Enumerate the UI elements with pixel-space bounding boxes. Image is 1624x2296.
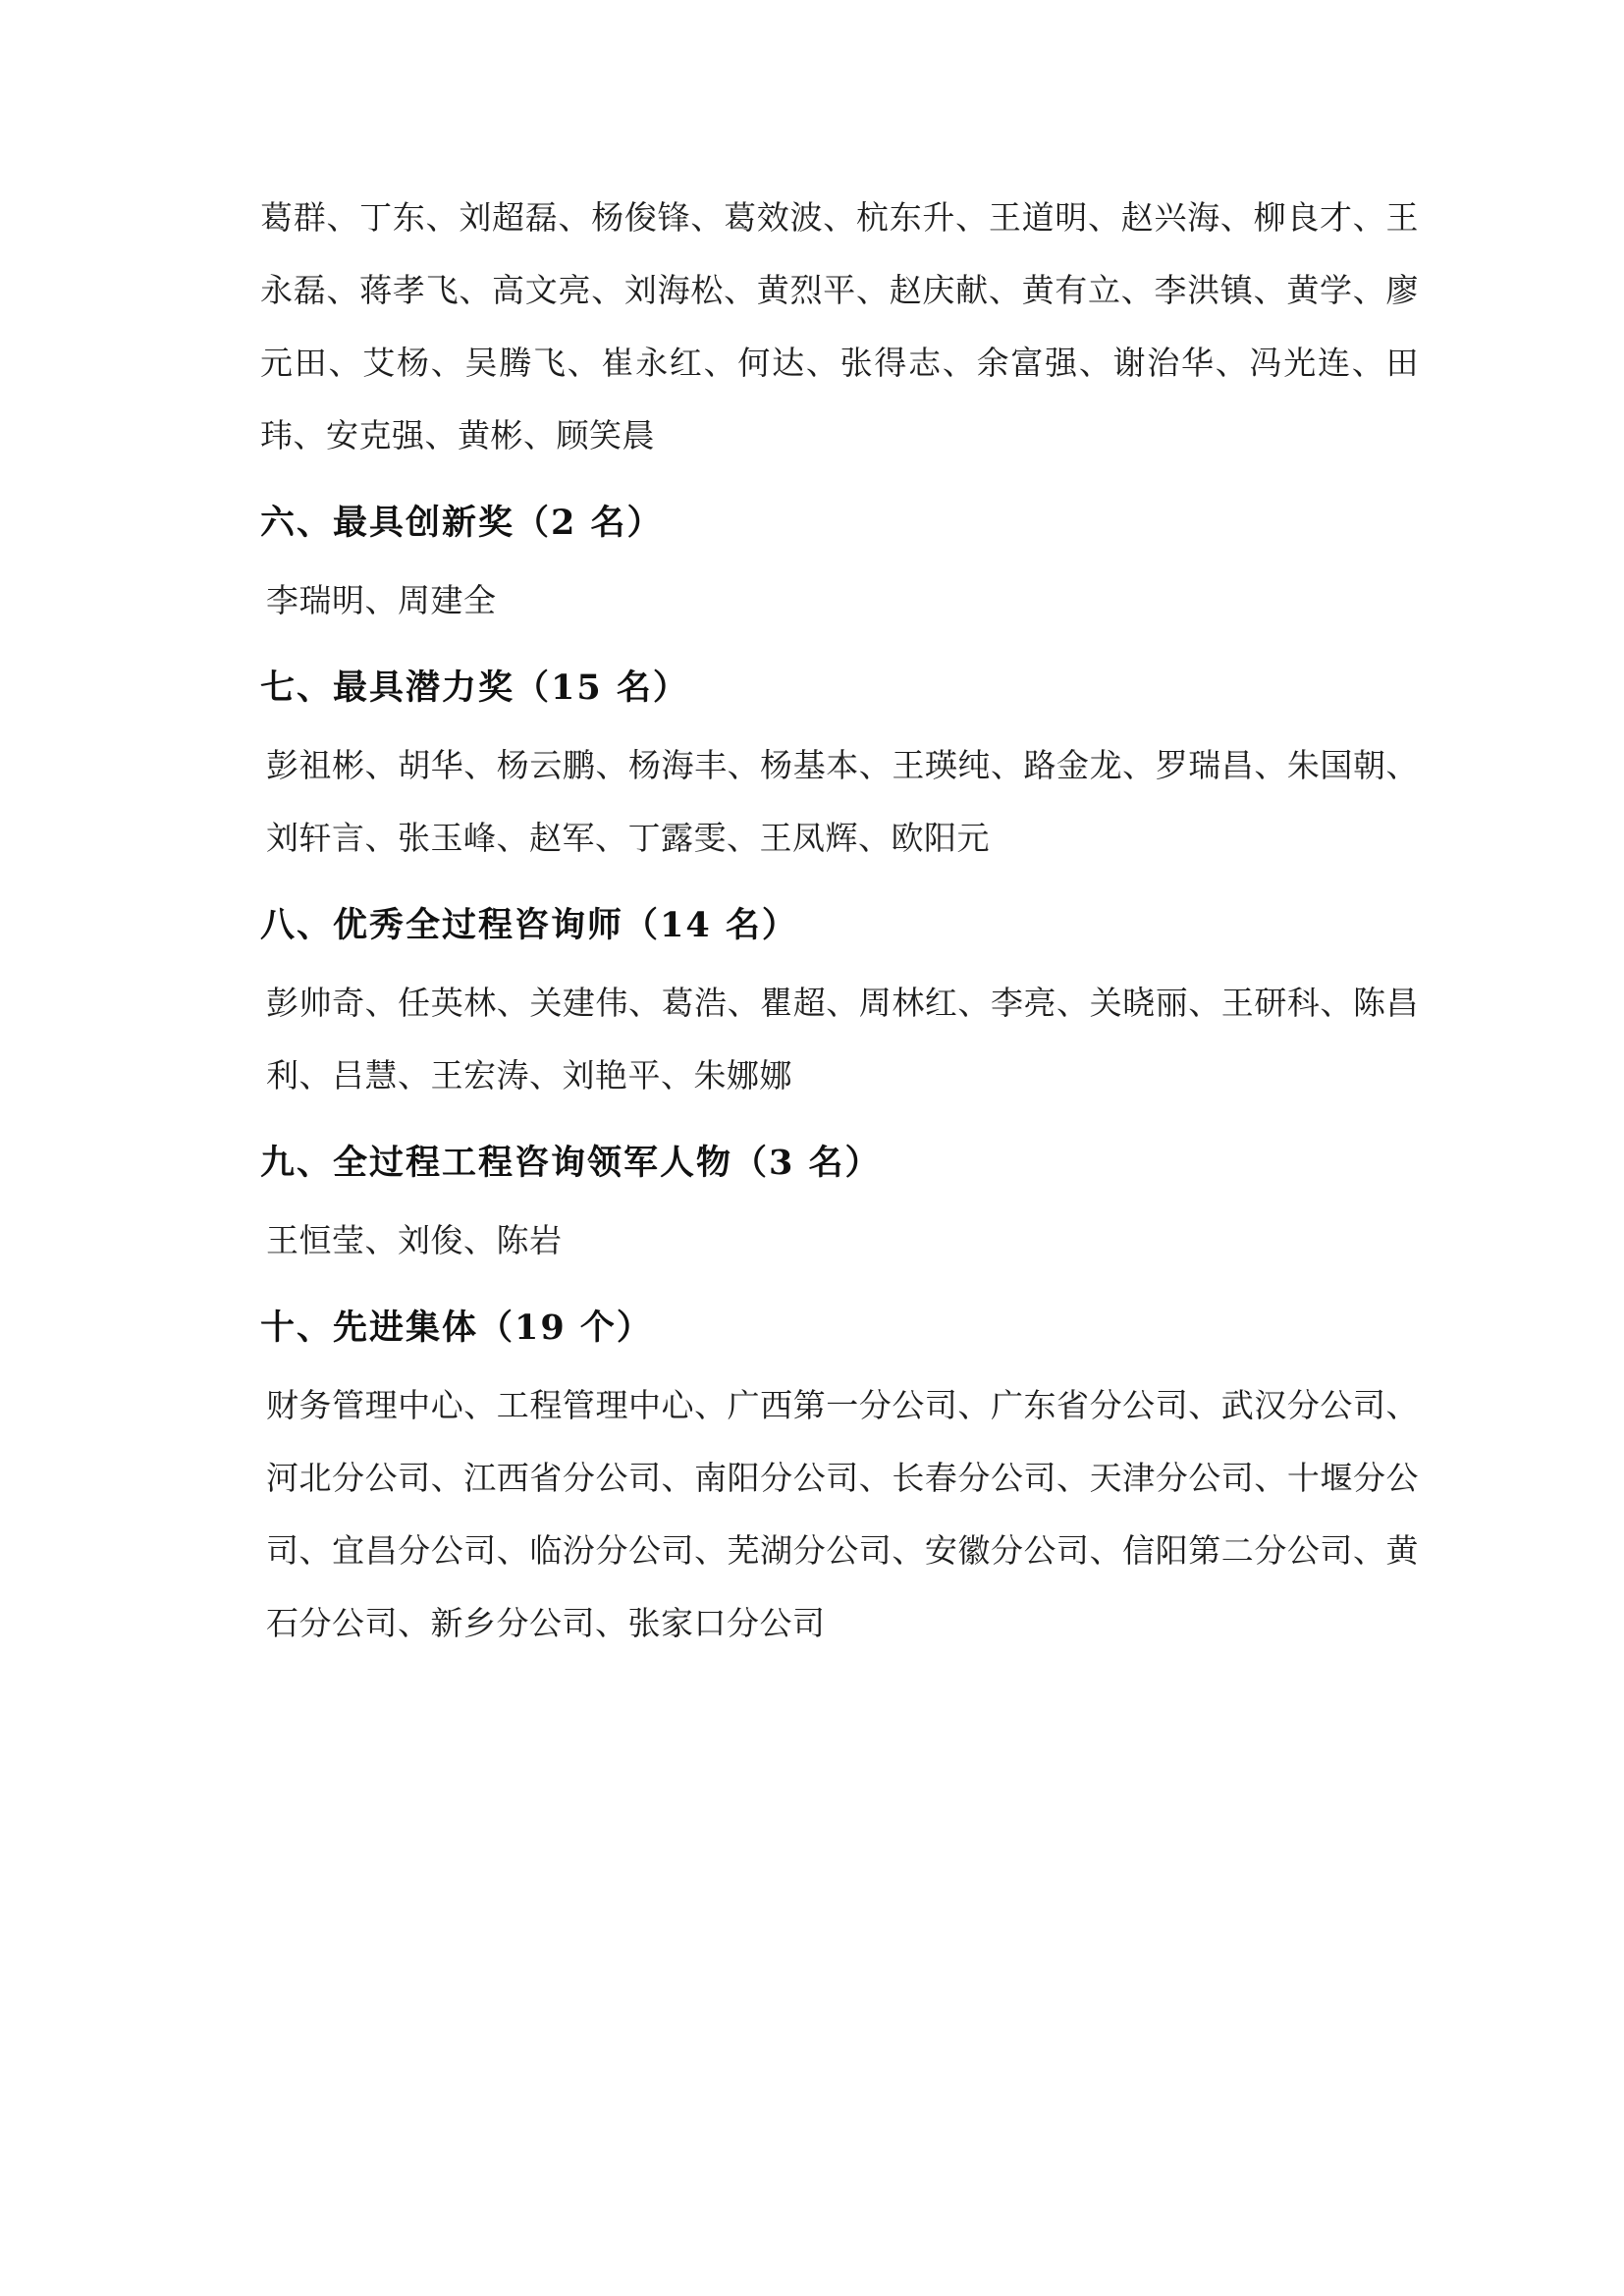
section-heading-6: 六、最具创新奖（2 名） [260, 503, 664, 543]
section-heading-8: 八、优秀全过程咨询师（14 名） [260, 905, 798, 945]
section-body-10: 财务管理中心、工程管理中心、广西第一分公司、广东省分公司、武汉分公司、河北分公司、江西省分公司、南阳分公司、长春分公司、天津分公司、十堰分公司、宜昌分公司、临汾分公司、芜湖分公司、安徽分公司、信阳第二分公司、黄石分公司、新乡分公司、张家口分公司 [266, 1386, 1419, 1642]
award-section-7 [260, 647, 1419, 875]
section-body-7: 彭祖彬、胡华、杨云鹏、杨海丰、杨基本、王瑛纯、路金龙、罗瑞昌、朱国朝、刘轩言、张玉峰、赵军、丁露雯、王凤辉、欧阳元 [266, 746, 1419, 857]
award-section-10 [260, 1287, 1419, 1660]
document-body [260, 182, 1419, 1660]
section-heading-7: 七、最具潜力奖（15 名） [260, 667, 689, 708]
section-heading-9: 九、全过程工程咨询领军人物（3 名） [260, 1143, 882, 1183]
award-section-9 [260, 1122, 1419, 1277]
section-body-6: 李瑞明、周建全 [266, 581, 497, 619]
award-section-6 [260, 482, 1419, 637]
lead-paragraph: 葛群、丁东、刘超磊、杨俊锋、葛效波、杭东升、王道明、赵兴海、柳良才、王永磊、蒋孝飞、高文亮、刘海松、黄烈平、赵庆献、黄有立、李洪镇、黄学、廖元田、艾杨、吴腾飞、崔永红、何达、张得志、余富强、谢治华、冯光连、田玮、安克强、黄彬、顾笑晨 [260, 198, 1419, 454]
section-body-9: 王恒莹、刘俊、陈岩 [266, 1221, 563, 1259]
section-body-8: 彭帅奇、任英林、关建伟、葛浩、瞿超、周林红、李亮、关晓丽、王研科、陈昌利、吕慧、王宏涛、刘艳平、朱娜娜 [266, 984, 1419, 1095]
award-section-8 [260, 884, 1419, 1112]
section-heading-10: 十、先进集体（19 个） [260, 1308, 653, 1348]
